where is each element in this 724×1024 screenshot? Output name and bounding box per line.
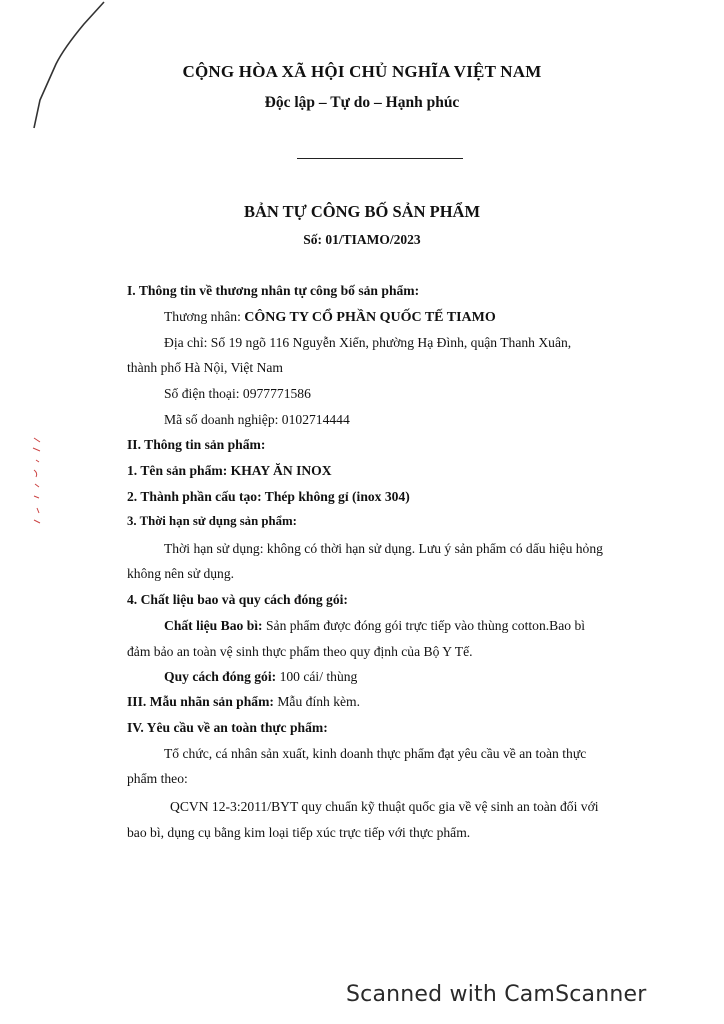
national-title: CỘNG HÒA XÃ HỘI CHỦ NGHĨA VIỆT NAM bbox=[182, 62, 542, 81]
trader-name: CÔNG TY CỔ PHẦN QUỐC TẾ TIAMO bbox=[244, 310, 496, 325]
trader-line bbox=[164, 309, 496, 326]
composition-line: 2. Thành phần cấu tạo: Thép không gỉ (inox 304) bbox=[127, 489, 410, 504]
trader-label: Thương nhân: bbox=[164, 309, 245, 324]
margin-scribble-marks bbox=[28, 430, 48, 540]
safety-line-2: phẩm theo: bbox=[127, 771, 188, 786]
regulation-line-1: QCVN 12-3:2011/BYT quy chuẩn kỹ thuật quốc gia về vệ sinh an toàn đối với bbox=[170, 799, 599, 814]
regulation-line-2: bao bì, dụng cụ bằng kim loại tiếp xúc trực tiếp với thực phẩm. bbox=[127, 825, 471, 840]
section-3-heading: III. Mẫu nhãn sản phẩm: bbox=[127, 694, 278, 709]
national-motto: Độc lập – Tự do – Hạnh phúc bbox=[264, 94, 460, 111]
packaging-material-label: Chất liệu Bao bì: bbox=[164, 618, 266, 633]
shelf-life-line-1: Thời hạn sử dụng: không có thời hạn sử dụng. Lưu ý sản phẩm có dấu hiệu hỏng bbox=[164, 541, 603, 556]
packing-spec-line bbox=[164, 669, 357, 685]
section-1-heading: I. Thông tin về thương nhân tự công bố sản phẩm: bbox=[127, 283, 420, 298]
product-name-line: 1. Tên sản phẩm: KHAY ĂN INOX bbox=[127, 463, 332, 478]
label-sample-line bbox=[127, 694, 360, 710]
document-number: Số: 01/TIAMO/2023 bbox=[303, 232, 421, 247]
header-divider bbox=[297, 158, 463, 159]
shelf-life-heading: 3. Thời hạn sử dụng sản phẩm: bbox=[127, 514, 297, 528]
packing-spec-label: Quy cách đóng gói: bbox=[164, 669, 280, 684]
phone-line: Số điện thoại: 0977771586 bbox=[164, 386, 311, 401]
shelf-life-line-2: không nên sử dụng. bbox=[127, 566, 235, 581]
address-line-1: Địa chỉ: Số 19 ngõ 116 Nguyễn Xiển, phường Hạ Đình, quận Thanh Xuân, bbox=[164, 335, 572, 350]
tax-id-line: Mã số doanh nghiệp: 0102714444 bbox=[164, 412, 350, 427]
packaging-material-text: Sản phẩm được đóng gói trực tiếp vào thùng cotton.Bao bì bbox=[265, 618, 586, 633]
safety-line-1: Tổ chức, cá nhân sản xuất, kinh doanh thực phẩm đạt yêu cầu về an toàn thực bbox=[164, 746, 587, 761]
document-title: BẢN TỰ CÔNG BỐ SẢN PHẨM bbox=[243, 202, 481, 221]
camscanner-watermark: Scanned with CamScanner bbox=[346, 982, 647, 1007]
address-line-2: thành phố Hà Nội, Việt Nam bbox=[127, 360, 283, 375]
packing-spec-value: 100 cái/ thùng bbox=[279, 669, 358, 684]
packaging-material-line-1 bbox=[164, 618, 585, 634]
section-4-heading: IV. Yêu cầu về an toàn thực phẩm: bbox=[127, 720, 328, 735]
label-sample-value: Mẫu đính kèm. bbox=[277, 694, 361, 709]
packaging-heading: 4. Chất liệu bao và quy cách đóng gói: bbox=[127, 592, 348, 607]
section-2-heading: II. Thông tin sản phẩm: bbox=[127, 437, 266, 452]
packaging-material-line-2: đảm bảo an toàn vệ sinh thực phẩm theo quy định của Bộ Y Tế. bbox=[127, 644, 473, 659]
